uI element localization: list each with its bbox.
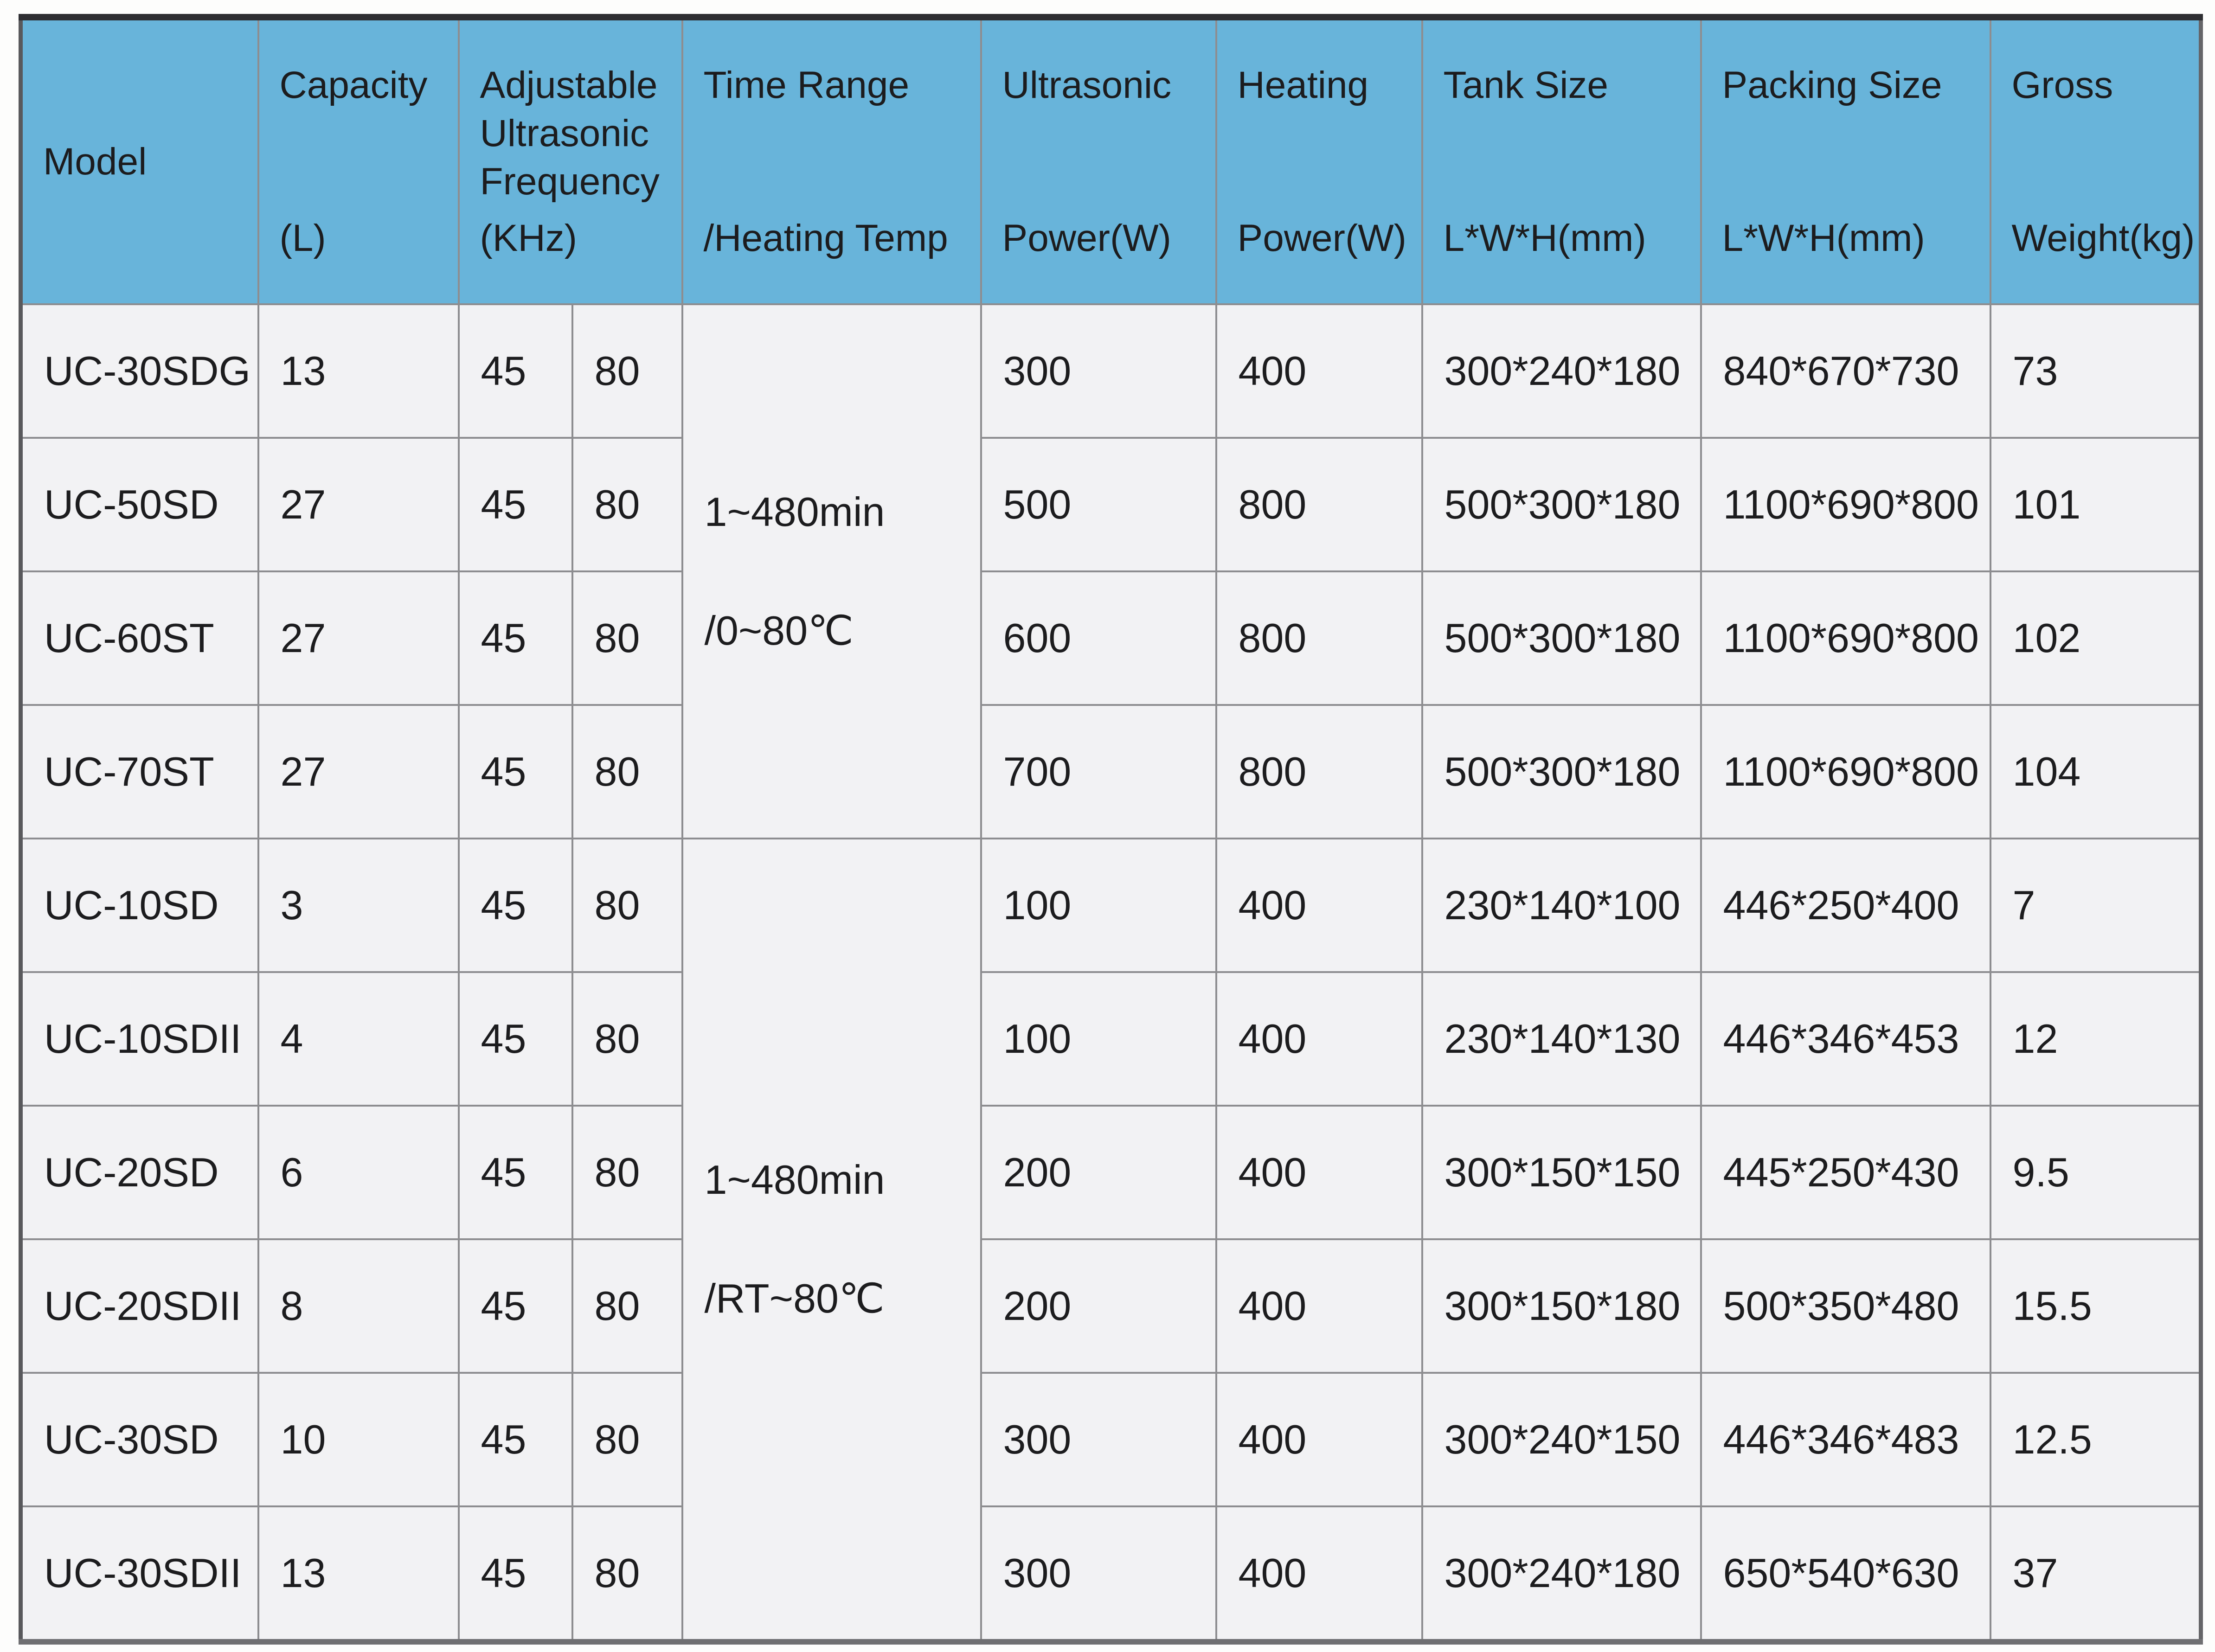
header-model-label: Model [43,140,147,183]
heating-temp-value: /0~80℃ [704,608,854,653]
tank-size-cell: 300*240*180 [1422,304,1701,438]
table-row [21,1373,2201,1506]
header-spacer [280,110,449,214]
packing-size-cell: 500*350*480 [1701,1239,1990,1373]
freq-high-cell: 80 [572,705,682,839]
heating-power-cell: 800 [1216,705,1422,839]
freq-high-cell: 80 [572,1239,682,1373]
header-tank-size-wrap [1444,61,1692,262]
header-gross-weight-wrap [2011,61,2195,262]
model-cell: UC-10SD [21,839,258,972]
model-cell: UC-20SD [21,1106,258,1239]
packing-size-cell: 650*540*630 [1701,1506,1990,1642]
packing-size-cell: 446*346*453 [1701,972,1990,1106]
freq-low-cell: 45 [459,705,572,839]
capacity-cell: 4 [258,972,459,1106]
time-range-value: 1~480min [704,489,885,535]
freq-high-cell: 80 [572,1506,682,1642]
heating-power-cell: 400 [1216,1506,1422,1642]
header-spacer [1238,110,1413,214]
header-frequency-wrap [480,61,673,263]
heating-power-cell: 800 [1216,571,1422,705]
packing-size-cell: 1100*690*800 [1701,438,1990,571]
time-range-value: 1~480min [704,1157,885,1203]
header-spacer [2012,110,2191,214]
freq-low-cell: 45 [459,304,572,438]
header-packing-size-wrap [1722,61,1981,262]
ultrasonic-power-cell: 600 [981,571,1216,705]
header-gross-label: Gross [2011,64,2113,107]
freq-low-cell: 45 [459,571,572,705]
model-cell: UC-30SDG [21,304,258,438]
capacity-cell: 27 [258,705,459,839]
table-row [21,839,2201,972]
header-heating-label: Heating [1237,64,1369,107]
freq-high-cell: 80 [572,972,682,1106]
heating-power-cell: 800 [1216,438,1422,571]
freq-low-cell: 45 [459,1239,572,1373]
heating-temp-value: /RT~80℃ [704,1275,885,1321]
header-tank-label: Tank Size [1443,64,1609,107]
heating-power-cell: 400 [1216,1373,1422,1506]
freq-low-cell: 45 [459,1373,572,1506]
tank-size-cell: 230*140*130 [1422,972,1701,1106]
table-row [21,571,2201,705]
model-cell: UC-50SD [21,438,258,571]
header-ultrasonic-unit: Power(W) [1002,217,1171,259]
header-capacity-label: Capacity [279,64,428,107]
header-row [21,17,2201,304]
time-range-cell [682,304,981,839]
table-row [21,972,2201,1106]
header-capacity-unit: (L) [279,217,326,259]
header-spacer [1444,110,1692,214]
header-heating-temp-label: /Heating Temp [703,217,948,259]
tank-size-cell: 500*300*180 [1422,571,1701,705]
header-time-range-wrap [704,61,972,262]
packing-size-cell: 445*250*430 [1701,1106,1990,1239]
model-cell: UC-10SDII [21,972,258,1106]
tank-size-cell: 300*240*180 [1422,1506,1701,1642]
model-cell: UC-30SD [21,1373,258,1506]
header-time-range [682,17,981,304]
packing-size-cell: 1100*690*800 [1701,705,1990,839]
ultrasonic-power-cell: 300 [981,304,1216,438]
tank-size-cell: 300*150*150 [1422,1106,1701,1239]
capacity-cell: 8 [258,1239,459,1373]
header-packing-unit: L*W*H(mm) [1722,217,1925,259]
model-cell: UC-20SDII [21,1239,258,1373]
packing-size-cell: 446*346*483 [1701,1373,1990,1506]
ultrasonic-power-cell: 300 [981,1506,1216,1642]
header-spacer [704,110,972,214]
header-packing-label: Packing Size [1722,64,1942,107]
table-row [21,1506,2201,1642]
gross-weight-cell: 101 [1990,438,2201,571]
tank-size-cell: 500*300*180 [1422,705,1701,839]
freq-low-cell: 45 [459,1106,572,1239]
freq-low-cell: 45 [459,972,572,1106]
gross-weight-cell: 104 [1990,705,2201,839]
table-row [21,438,2201,571]
time-range-spacer [705,1204,975,1274]
header-packing-size [1701,17,1990,304]
header-spacer [1002,110,1207,214]
freq-high-cell: 80 [572,1373,682,1506]
header-heating-power [1216,17,1422,304]
gross-weight-cell: 9.5 [1990,1106,2201,1239]
capacity-cell: 6 [258,1106,459,1239]
header-heating-unit: Power(W) [1237,217,1406,259]
packing-size-cell: 446*250*400 [1701,839,1990,972]
header-frequency-label: Adjustable Ultrasonic Frequency [480,64,660,203]
freq-low-cell: 45 [459,1506,572,1642]
gross-weight-cell: 102 [1990,571,2201,705]
header-gross-unit: Weight(kg) [2011,217,2195,259]
freq-high-cell: 80 [572,304,682,438]
model-cell: UC-60ST [21,571,258,705]
capacity-cell: 3 [258,839,459,972]
header-tank-size [1422,17,1701,304]
capacity-cell: 27 [258,571,459,705]
tank-size-cell: 500*300*180 [1422,438,1701,571]
tank-size-cell: 300*240*150 [1422,1373,1701,1506]
spec-sheet [19,14,2203,1645]
table-row [21,1106,2201,1239]
header-ultrasonic-label: Ultrasonic [1002,64,1172,107]
heating-power-cell: 400 [1216,304,1422,438]
freq-high-cell: 80 [572,1106,682,1239]
heating-power-cell: 400 [1216,1239,1422,1373]
tank-size-cell: 300*150*180 [1422,1239,1701,1373]
freq-low-cell: 45 [459,438,572,571]
gross-weight-cell: 37 [1990,1506,2201,1642]
freq-low-cell: 45 [459,839,572,972]
capacity-cell: 13 [258,1506,459,1642]
freq-high-cell: 80 [572,839,682,972]
freq-high-cell: 80 [572,571,682,705]
freq-high-cell: 80 [572,438,682,571]
ultrasonic-power-cell: 500 [981,438,1216,571]
header-spacer [1722,110,1981,214]
heating-power-cell: 400 [1216,972,1422,1106]
header-spacer [480,206,673,214]
time-range-wrap [705,487,975,655]
ultrasonic-power-cell: 700 [981,705,1216,839]
ultrasonic-power-cell: 300 [981,1373,1216,1506]
table-row [21,705,2201,839]
gross-weight-cell: 12 [1990,972,2201,1106]
time-range-wrap [705,1155,975,1323]
header-gross-weight [1990,17,2201,304]
header-time-range-label: Time Range [703,64,910,107]
header-heating-power-wrap [1238,61,1413,262]
header-model-wrap [43,138,249,186]
ultrasonic-power-cell: 200 [981,1106,1216,1239]
capacity-cell: 13 [258,304,459,438]
spec-table [19,14,2203,1645]
header-frequency [459,17,682,304]
gross-weight-cell: 12.5 [1990,1373,2201,1506]
table-row [21,1239,2201,1373]
gross-weight-cell: 15.5 [1990,1239,2201,1373]
header-capacity [258,17,459,304]
time-range-spacer [705,537,975,606]
packing-size-cell: 1100*690*800 [1701,571,1990,705]
gross-weight-cell: 7 [1990,839,2201,972]
capacity-cell: 27 [258,438,459,571]
ultrasonic-power-cell: 100 [981,839,1216,972]
ultrasonic-power-cell: 100 [981,972,1216,1106]
tank-size-cell: 230*140*100 [1422,839,1701,972]
time-range-cell [682,839,981,1642]
header-ultrasonic-power [981,17,1216,304]
header-model [21,17,258,304]
model-cell: UC-30SDII [21,1506,258,1642]
table-row [21,304,2201,438]
header-capacity-wrap [280,61,449,262]
model-cell: UC-70ST [21,705,258,839]
heating-power-cell: 400 [1216,1106,1422,1239]
packing-size-cell: 840*670*730 [1701,304,1990,438]
heating-power-cell: 400 [1216,839,1422,972]
header-frequency-unit: (KHz) [480,217,578,260]
header-tank-unit: L*W*H(mm) [1443,217,1646,259]
ultrasonic-power-cell: 200 [981,1239,1216,1373]
header-ultrasonic-power-wrap [1002,61,1207,262]
capacity-cell: 10 [258,1373,459,1506]
gross-weight-cell: 73 [1990,304,2201,438]
